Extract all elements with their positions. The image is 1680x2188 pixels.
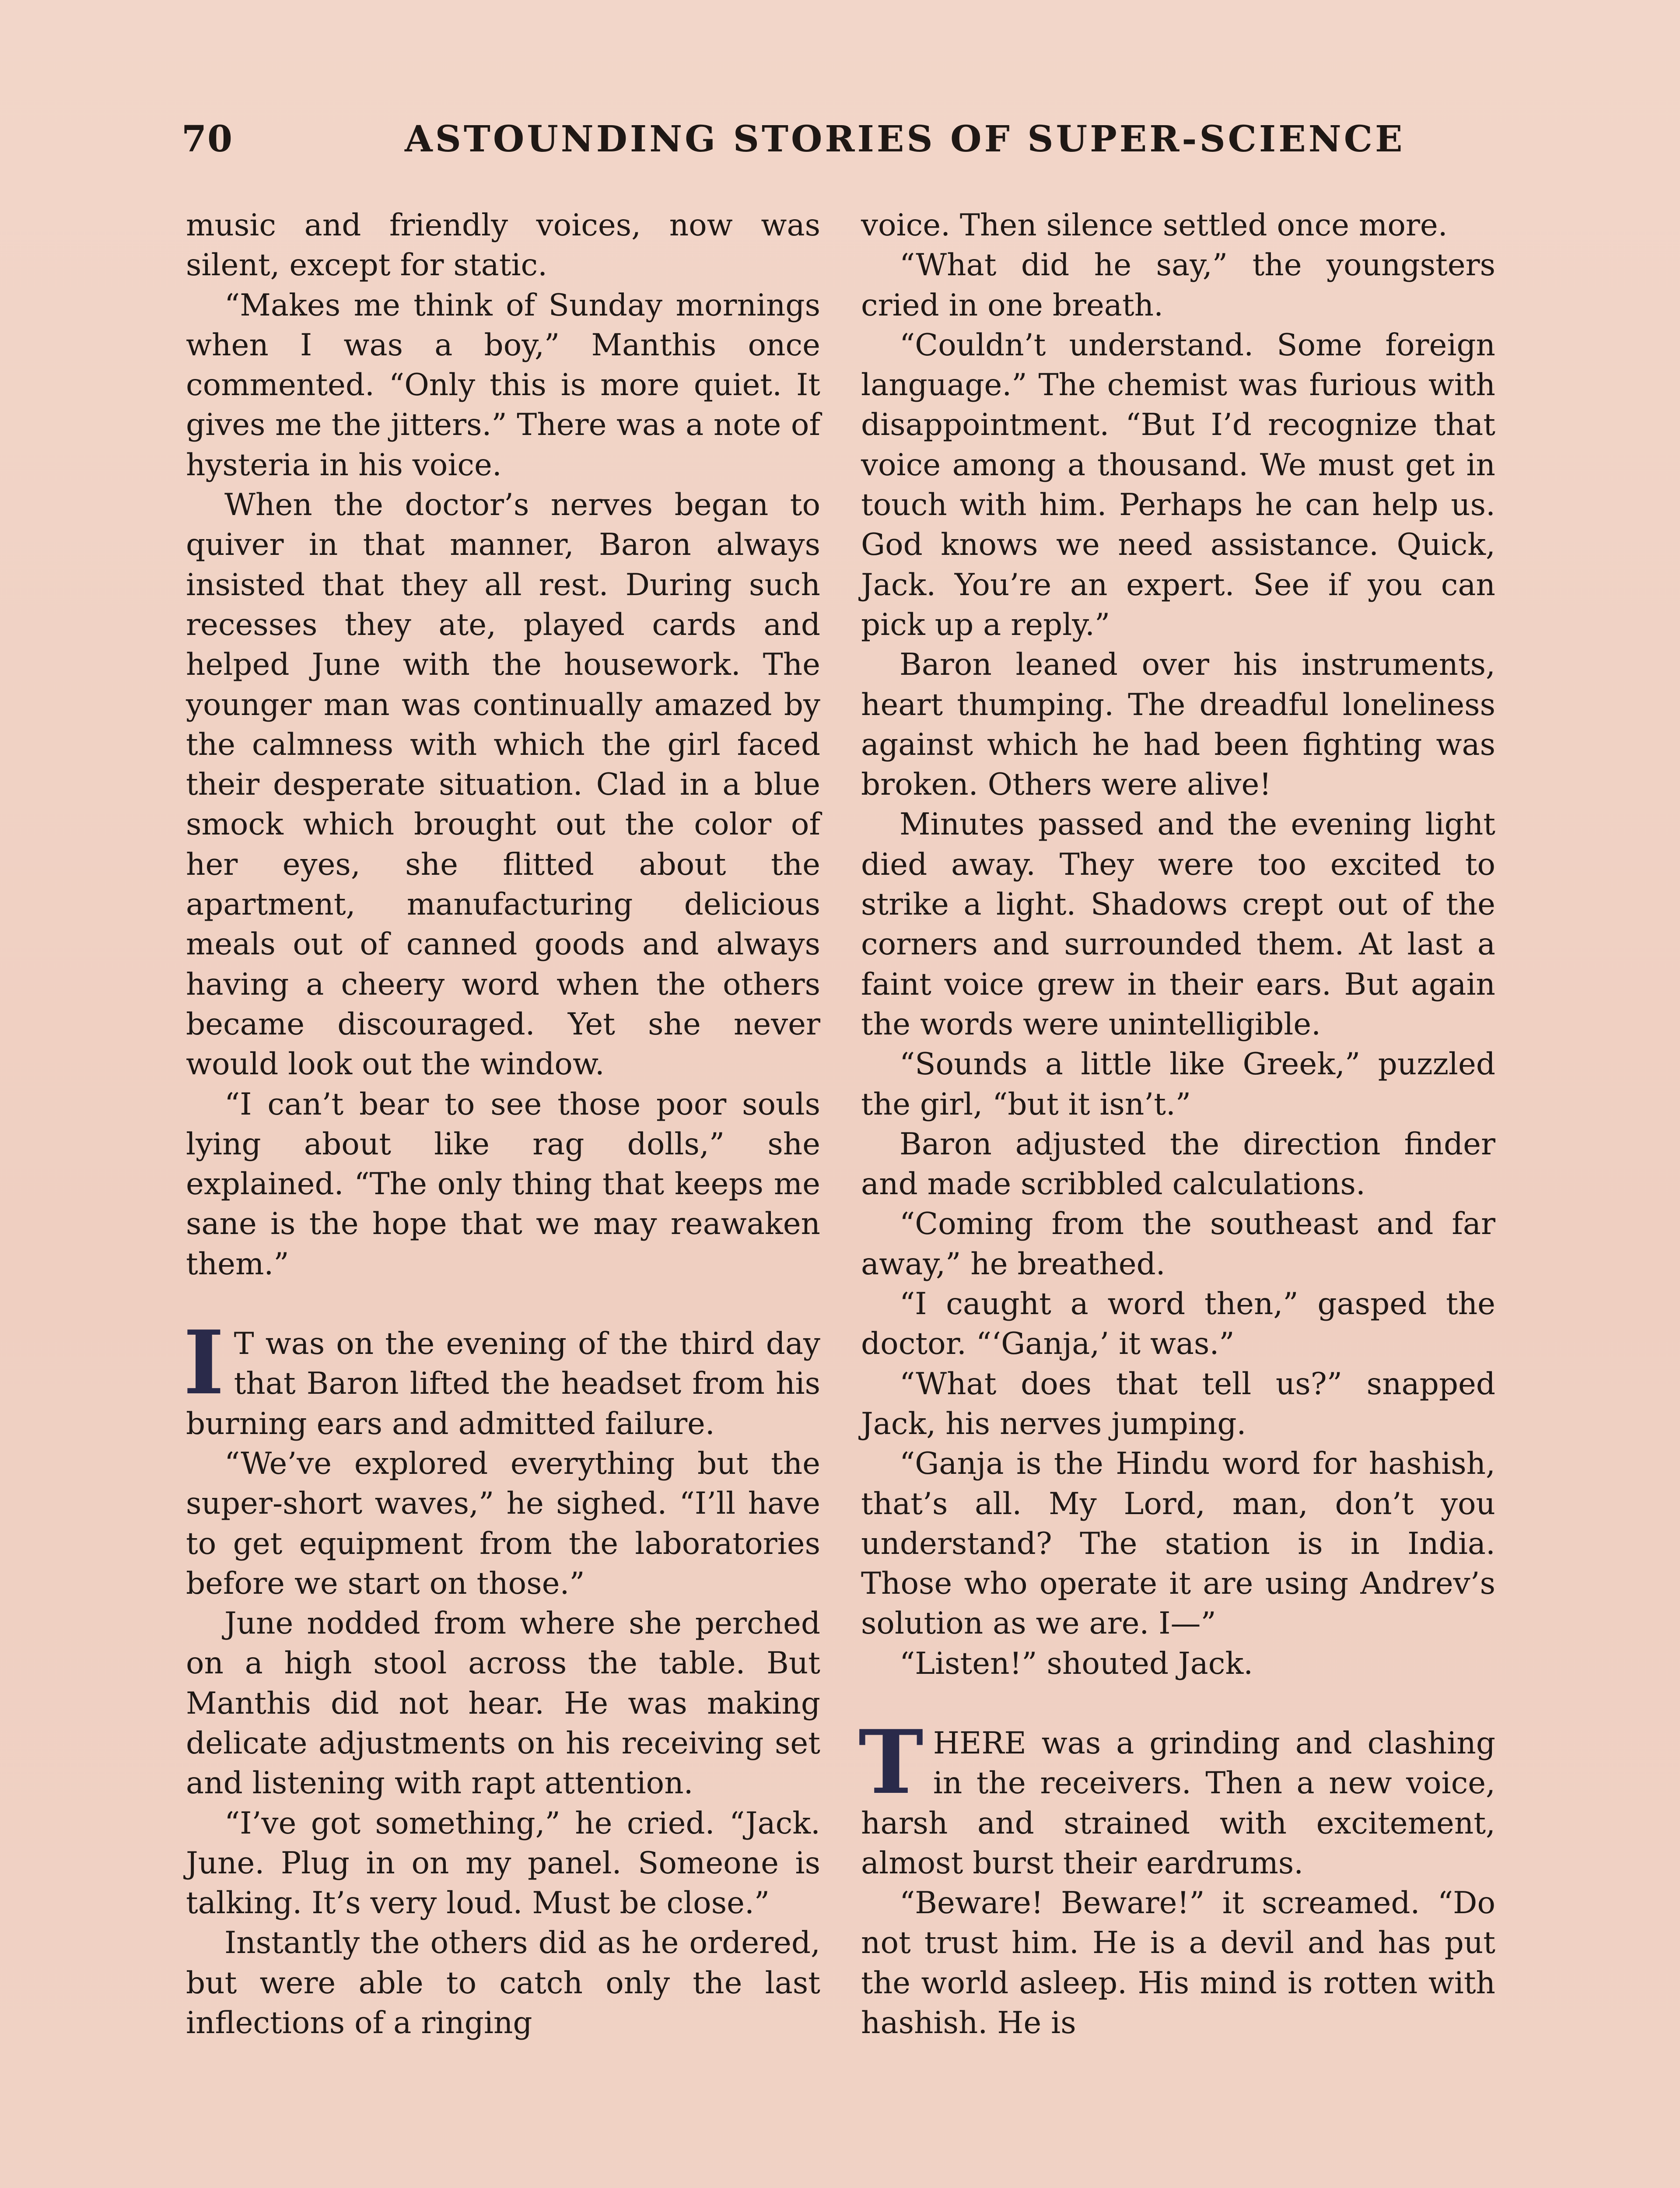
page-number: 70 (182, 118, 234, 160)
paragraph: “I caught a word then,” gasped the doctor. “‘Ganja,’ it was.” (861, 1287, 1495, 1362)
page-header (182, 118, 1498, 166)
paragraph: Baron adjusted the direction finder and made scribbled calculations. (861, 1126, 1495, 1202)
paragraph: “Listen!” shouted Jack. (900, 1646, 1253, 1681)
paragraph: Baron leaned over his instruments, heart thumping. The dreadful loneliness against which he had been fighting was broken. Others were alive! (861, 647, 1495, 803)
paragraph: voice. Then silence settled once more. (861, 208, 1448, 243)
paragraph: “I can’t bear to see those poor souls lying about like rag dolls,” she explained. “The only thing that keeps me sane is the hope that we may reawaken them.” (186, 1087, 820, 1282)
paragraph: “Ganja is the Hindu word for hashish, that’s all. My Lord, man, don’t you understand? The station is in India. Those who operate it are using Andrev’s solution as we are. I—” (861, 1446, 1495, 1641)
paragraph: Instantly the others did as he ordered, but were able to catch only the last inflections of a ringing (186, 1925, 820, 2041)
paragraph: “Sounds a little like Greek,” puzzled the girl, “but it isn’t.” (861, 1047, 1495, 1122)
paragraph: “What did he say,” the youngsters cried in one breath. (861, 248, 1495, 323)
paragraph: June nodded from where she perched on a high stool across the table. But Manthis did not hear. He was making delicate adjustments on his receiving set and listening with rapt attention. (186, 1606, 820, 1801)
section-opening-paragraph (183, 1311, 820, 1444)
running-title: ASTOUNDING STORIES OF SUPER-SCIENCE (405, 118, 1405, 160)
paragraph: When the doctor’s nerves began to quiver in that manner, Baron always insisted that they all rest. During such recesses they ate, played cards and helped June with the housework. The younger man was continually amazed by the calmness with which the girl faced their desperate situation. Clad in a blue smock which brought out the color of her eyes, she flitted about the apartment, manufacturing delicious meals out of canned goods and always having a cheery word when the others became discouraged. Yet she never would look out the window. (186, 487, 820, 1082)
paragraph: “Beware! Beware!” it screamed. “Do not trust him. He is a devil and has put the world asleep. His mind is rotten with hashish. He is (861, 1886, 1495, 2041)
paragraph-text: HERE was a grinding and clashing in the receivers. Then a new voice, harsh and strained with excitement, almost burst their eardrums. (861, 1725, 1495, 1881)
paragraph: music and friendly voices, now was silent, except for static. (186, 208, 820, 283)
section-opening-paragraph (858, 1711, 1495, 1883)
paragraph: “Couldn’t understand. Some foreign language.” The chemist was furious with disappointment. “But I’d recognize that voice among a thousand. We must get in touch with him. Perhaps he can help us. God knows we need assistance. Quick, Jack. You’re an expert. See if you can pick up a reply.” (861, 327, 1495, 642)
paragraph: “I’ve got something,” he cried. “Jack. June. Plug in on my panel. Someone is talking. It’s very loud. Must be close.” (186, 1806, 820, 1921)
paragraph: “Coming from the southeast and far away,” he breathed. (861, 1206, 1495, 1282)
paragraph: Minutes passed and the evening light died away. They were too excited to strike a light. Shadows crept out of the corners and surrounded them. At last a faint voice grew in their ears. But again the words were unintelligible. (861, 807, 1495, 1042)
paragraph-text: T was on the evening of the third day that Baron lifted the headset from his burning ears and admitted failure. (186, 1326, 820, 1441)
right-column (858, 206, 1495, 2043)
paragraph: “We’ve explored everything but the super-short waves,” he sighed. “I’ll have to get equipment from the laboratories before we start on those.” (186, 1446, 820, 1601)
paragraph: “Makes me think of Sunday mornings when I was a boy,” Manthis once commented. “Only this is more quiet. It gives me the jitters.” There was a note of hysteria in his voice. (186, 288, 820, 483)
drop-cap: T (858, 1711, 924, 1814)
drop-cap: I (183, 1311, 224, 1415)
left-column (183, 206, 820, 2043)
paragraph: “What does that tell us?” snapped Jack, his nerves jumping. (861, 1366, 1495, 1441)
